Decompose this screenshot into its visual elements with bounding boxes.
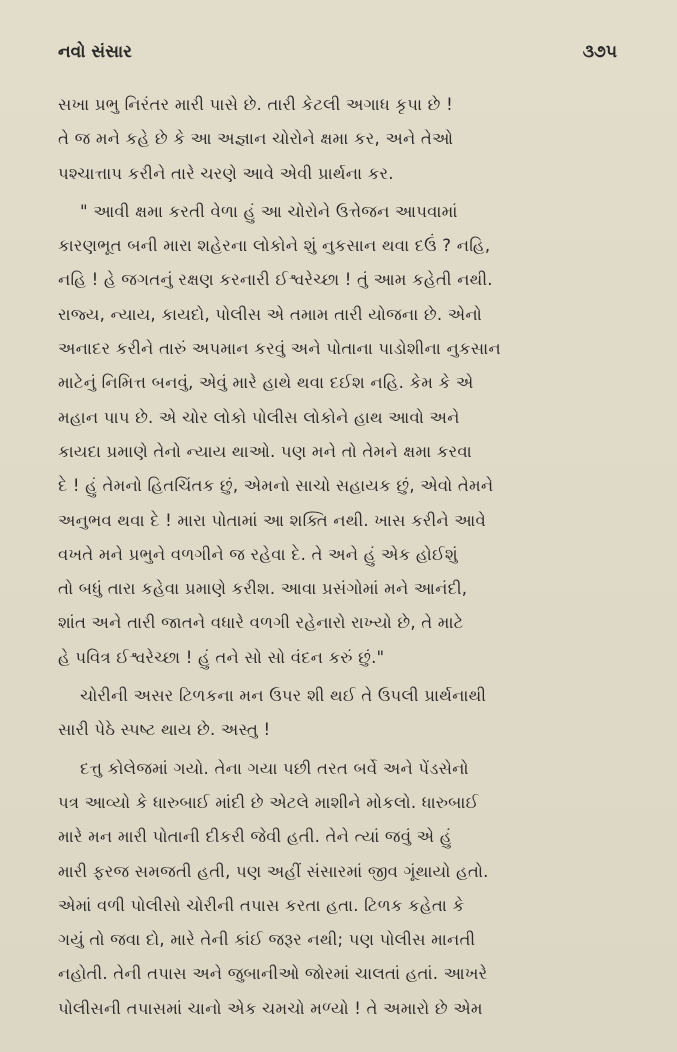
text-line: શાંત અને તારી જાતને વધારે વળગી રહેનારો રાખ્યો છે, તે માટે xyxy=(58,613,464,633)
text-line: પશ્ચાત્તાપ કરીને તારે ચરણે આવે એવી પ્રાર્થના કર. xyxy=(58,163,394,183)
text-line: વખતે મને પ્રભુને વળગીને જ રહેવા દે. તે અને હું એક હોઈશું xyxy=(58,544,458,564)
text-line: ચોરીની અસર ટિળકના મન ઉપર શી થઈ તે ઉપલી પ્રાર્થનાથી xyxy=(80,686,487,706)
text-line: નહોતી. તેની તપાસ અને જુબાનીઓ જોરમાં ચાલતાં હતાં. આખરે xyxy=(58,964,488,984)
paragraph xyxy=(58,752,629,1026)
text-line: અનુભવ થવા દે ! મારા પોતામાં આ શક્તિ નથી. ખાસ કરીને આવે xyxy=(58,510,486,530)
text-line: " આવી ક્ષમા કરતી વેળા હું આ ચોરોને ઉત્તેજન આપવામાં xyxy=(80,201,458,221)
text-line: રાજ્ય, ન્યાય, કાયદો, પોલીસ એ તમામ તારી યોજના છે. એનો xyxy=(58,304,482,324)
text-line: માટેનું નિમિત્ત બનવું, એવું મારે હાથે થવા દઈશ નહિ. કેમ કે એ xyxy=(58,373,474,393)
paragraph xyxy=(58,88,629,191)
text-line: પોલીસની તપાસમાં ચાનો એક ચમચો મળ્યો ! તે અમારો છે એમ xyxy=(58,998,483,1018)
text-line: તે જ મને કહે છે કે આ અજ્ઞાન ચોરોને ક્ષમા કર, અને તેઓ xyxy=(58,129,454,149)
text-line: તો બધું તારા કહેવા પ્રમાણે કરીશ. આવા પ્રસંગોમાં મને આનંદી, xyxy=(58,579,468,599)
text-line: મારે મન મારી પોતાની દીકરી જેવી હતી. તેને ત્યાં જવું એ હું xyxy=(58,827,452,847)
page-number: ૩૭૫ xyxy=(582,42,617,62)
text-line: સારી પેઠે સ્પષ્ટ થાય છે. અસ્તુ ! xyxy=(58,720,271,740)
page-body xyxy=(58,88,629,1026)
running-header xyxy=(58,42,617,62)
text-line: ગયું તો જવા દો, મારે તેની કાંઈ જરૂર નથી; પણ પોલીસ માનતી xyxy=(58,930,476,950)
text-line: દે ! હું તેમનો હિતચિંતક છું, એમનો સાચો સહાયક છું, એવો તેમને xyxy=(58,476,494,496)
text-line: કાયદા પ્રમાણે તેનો ન્યાય થાઓ. પણ મને તો તેમને ક્ષમા કરવા xyxy=(58,441,472,461)
text-line: દત્તુ કોલેજમાં ગયો. તેના ગયા પછી તરત બર્વે અને પેંડસેનો xyxy=(80,758,469,778)
text-line: પત્ર આવ્યો કે ધારુબાઈ માંદી છે એટલે માશીને મોકલો. ધારુબાઈ xyxy=(58,792,479,812)
text-line: કારણભૂત બની મારા શહેરના લોકોને શું નુકસાન થવા દઉં ? નહિ, xyxy=(58,236,491,256)
text-line: એમાં વળી પોલીસો ચોરીની તપાસ કરતા હતા. ટિળક કહેતા કે xyxy=(58,895,465,915)
text-line: સખા પ્રભુ નિરંતર મારી પાસે છે. તારી કેટલી અગાધ કૃપા છે ! xyxy=(58,95,453,114)
text-line: નહિ ! હે જગતનું રક્ષણ કરનારી ઈશ્વરેચ્છા ! તું આમ કહેતી નથી. xyxy=(58,270,493,290)
text-line: મારી ફરજ સમજતી હતી, પણ અહીં સંસારમાં જીવ ગૂંથાયો હતો. xyxy=(58,861,489,881)
text-line: હે પવિત્ર ઈશ્વરેચ્છા ! હું તને સો સો વંદન કરું છું." xyxy=(58,647,385,667)
text-line: અનાદર કરીને તારું અપમાન કરવું અને પોતાના પાડોશીના નુકસાન xyxy=(58,339,501,359)
chapter-title: નવો સંસાર xyxy=(58,42,132,62)
paragraph xyxy=(58,679,629,748)
text-line: મહાન પાપ છે. એ ચોર લોકો પોલીસ લોકોને હાથ આવો અને xyxy=(58,407,460,427)
paragraph xyxy=(58,195,629,675)
